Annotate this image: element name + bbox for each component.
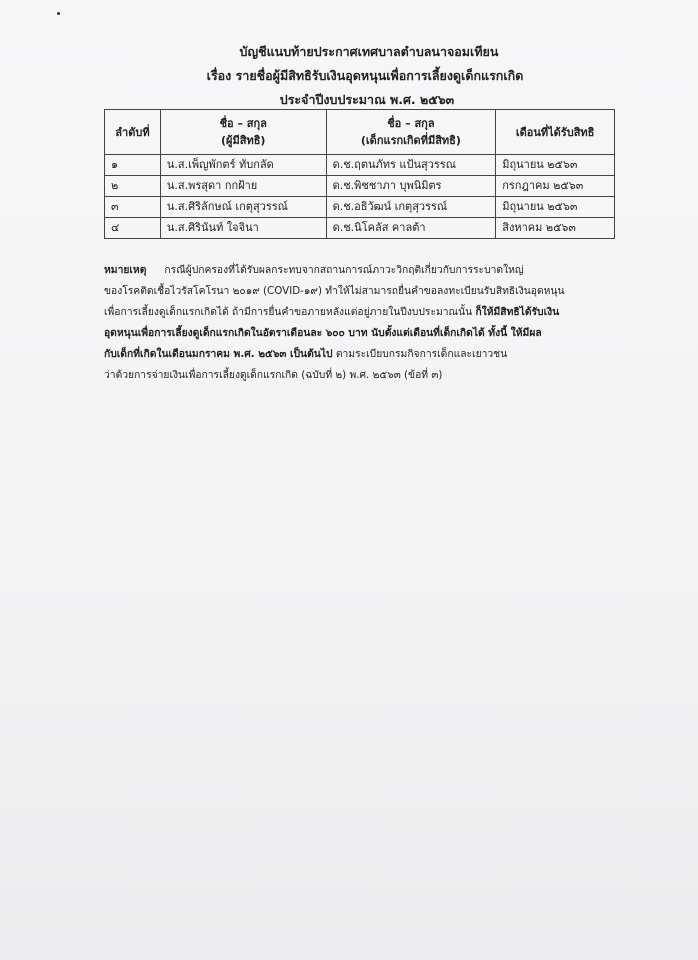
remark-line-5 xyxy=(104,344,616,365)
row-number: ๒ xyxy=(105,176,161,197)
column-header-parent xyxy=(160,110,326,155)
document-header xyxy=(0,40,698,112)
remark-line-1 xyxy=(104,260,616,281)
table-row xyxy=(105,197,615,218)
table-row xyxy=(105,155,615,176)
child-name: ด.ช.ฤตนภัทร แป้นสุวรรณ xyxy=(326,155,496,176)
row-number: ๔ xyxy=(105,218,161,239)
column-header-child-main: ชื่อ – สกุล xyxy=(387,117,435,130)
table-row xyxy=(105,218,615,239)
header-subject: เรื่อง รายชื่อผู้มีสิทธิรับเงินอุดหนุนเพื่อการเลี้ยงดูเด็กแรกเกิด xyxy=(206,68,524,83)
remark-label: หมายเหตุ xyxy=(104,264,147,276)
row-number: ๓ xyxy=(105,197,161,218)
column-header-order: ลำดับที่ xyxy=(105,110,161,155)
remark-text-3b: ก็ให้มีสิทธิได้รับเงิน xyxy=(475,306,560,318)
remark-line-2: ของโรคติดเชื้อไวรัสโคโรนา ๒๐๑๙ (COVID-๑๙) ทำให้ไม่สามารถยื่นคำขอลงทะเบียนรับสิทธิเงินอุดหนุน xyxy=(104,285,565,297)
recipients-table xyxy=(104,109,615,239)
remark-text-3a: เพื่อการเลี้ยงดูเด็กแรกเกิดได้ ถ้ามีการยื่นคำขอภายหลังแต่อยู่ภายในปีงบประมาณนั้น xyxy=(104,306,476,318)
remark-text-1: กรณีผู้ปกครองที่ได้รับผลกระทบจากสถานการณ์ภาวะวิกฤติเกี่ยวกับการระบาดใหญ่ xyxy=(164,264,524,276)
remark-section xyxy=(104,260,616,386)
row-number: ๑ xyxy=(105,155,161,176)
remark-line-3 xyxy=(104,302,616,323)
remark-line-6: ว่าด้วยการจ่ายเงินเพื่อการเลี้ยงดูเด็กแรกเกิด (ฉบับที่ ๒) พ.ศ. ๒๕๖๓ (ข้อที่ ๓) xyxy=(104,369,443,381)
remark-text-5b: ตามระเบียบกรมกิจการเด็กและเยาวชน xyxy=(332,348,508,360)
column-header-child-sub: (เด็กแรกเกิดที่มีสิทธิ) xyxy=(360,134,461,147)
child-name: ด.ช.พิชชาภา บุพนิมิตร xyxy=(326,176,496,197)
parent-name: น.ส.เพ็ญพักตร์ ทับกลัด xyxy=(160,155,326,176)
entitled-month: กรกฎาคม ๒๕๖๓ xyxy=(496,176,615,197)
child-name: ด.ช.นิโคลัส คาลต้า xyxy=(326,218,496,239)
parent-name: น.ส.ศิรินันท์ ใจจินา xyxy=(160,218,326,239)
remark-text-4: อุดหนุนเพื่อการเลี้ยงดูเด็กแรกเกิดในอัตราเดือนละ ๖๐๐ บาท นับตั้งแต่เดือนที่เด็กเกิดได้ ทั้งนี้ ให้มีผล xyxy=(104,327,542,339)
column-header-child xyxy=(326,110,496,155)
header-fiscal-year: ประจำปีงบประมาณ พ.ศ. ๒๕๖๓ xyxy=(279,92,455,107)
child-name: ด.ช.อธิวัฒน์ เกตุสุวรรณ์ xyxy=(326,197,496,218)
ink-speck xyxy=(57,12,60,15)
column-header-parent-main: ชื่อ – สกุล xyxy=(219,117,267,130)
header-title: บัญชีแนบท้ายประกาศเทศบาลตำบลนาจอมเทียน xyxy=(239,44,499,59)
column-header-month: เดือนที่ได้รับสิทธิ xyxy=(496,110,615,155)
table-row xyxy=(105,176,615,197)
parent-name: น.ส.พรสุดา กกฝ้าย xyxy=(160,176,326,197)
entitled-month: มิถุนายน ๒๕๖๓ xyxy=(496,155,615,176)
column-header-parent-sub: (ผู้มีสิทธิ) xyxy=(221,134,266,147)
remark-text-5a: กับเด็กที่เกิดในเดือนมกราคม พ.ศ. ๒๕๖๓ เป็นต้นไป xyxy=(104,348,333,360)
parent-name: น.ส.ศิริลักษณ์ เกตุสุวรรณ์ xyxy=(160,197,326,218)
table-header-row xyxy=(105,110,615,155)
entitled-month: สิงหาคม ๒๕๖๓ xyxy=(496,218,615,239)
remark-line-4 xyxy=(104,323,616,344)
entitled-month: มิถุนายน ๒๕๖๓ xyxy=(496,197,615,218)
